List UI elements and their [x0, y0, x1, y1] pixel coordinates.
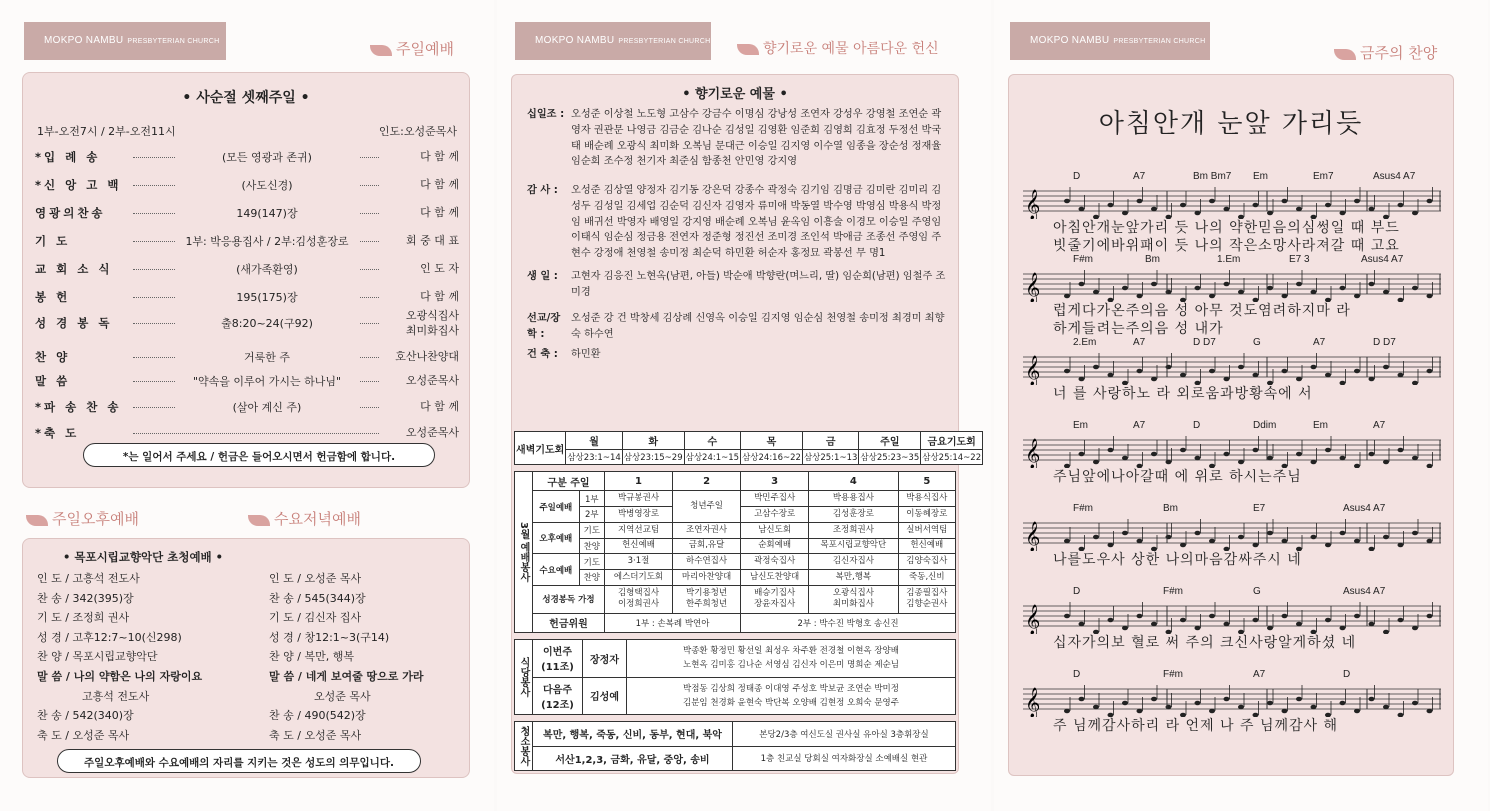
duty-cell: 1부	[579, 491, 604, 507]
order-label: 찬 양	[35, 350, 71, 364]
dawn-prayer-label: 새벽기도회	[515, 432, 566, 465]
meal-week: 다음주 (12조)	[533, 677, 583, 715]
clean-groups: 서산1,2,3, 금화, 유달, 중앙, 송비	[533, 746, 733, 771]
music-staff	[1023, 266, 1441, 302]
offering-names: 오성준 이상철 노도형 고삼수 강금수 이명심 강낭성 조연자 강성우 강영철 조연순 곽영자 권관문 나영금 김금순 김나순 김성일 김영환 임준희 김영희 김효정 두정선 박국태 배순례 오광식 최미화 오복님 문대근 이승일 김지영 이수열 임종을 장순성 정재율 임순희 조수정 천기자 최준심 함종천 안민영 강지영	[571, 109, 942, 168]
order-line: 오성준 목사	[314, 689, 371, 703]
lyric-line: 나를도우사 상한 나의마음감싸주시 네	[1053, 552, 1302, 568]
scripture-cell: 삼상25:14~22	[921, 450, 983, 465]
panel-praise	[994, 0, 1488, 811]
svg-text:𝄞: 𝄞	[1025, 356, 1041, 385]
lyric-line-2: 하게들려는주의음 성 내가	[1053, 321, 1224, 337]
chord-symbol: D	[1073, 171, 1081, 182]
order-row	[35, 205, 459, 227]
staff-line	[1023, 503, 1439, 583]
song-title: 아침안개 눈앞 가리듯	[1098, 109, 1364, 139]
dove-icon	[370, 45, 392, 56]
duty-cell: 순회예배	[741, 538, 809, 554]
order-detail: 195(175)장	[175, 289, 359, 305]
section-title: 금주의 찬양	[1334, 42, 1437, 63]
order-line: 성 경 / 창12:1~3(구14)	[269, 630, 390, 644]
order-label: 교 회 소 식	[35, 262, 113, 276]
order-label: 영광의찬송	[35, 206, 106, 220]
chord-symbol: A7	[1133, 337, 1146, 348]
duty-cell: 에스더기도회	[604, 570, 672, 586]
lyric-line: 주님앞에나아갈때 에 위로 하시는주님	[1053, 469, 1302, 485]
duty-cell: 성경봉독 가정	[533, 585, 605, 613]
duty-cell: 목포시립교향악단	[809, 538, 898, 554]
order-row	[35, 233, 459, 255]
chord-symbol: D	[1073, 586, 1081, 597]
order-row	[35, 399, 459, 421]
chord-symbol: 1.Em	[1217, 254, 1241, 265]
standing-notice: *는 일어서 주세요 / 헌금은 들어오시면서 헌금함에 합니다.	[83, 443, 435, 467]
svg-text:𝄞: 𝄞	[1025, 190, 1041, 219]
order-detail: (살아 계신 주)	[175, 399, 359, 415]
dove-icon	[1334, 49, 1356, 60]
service-title: • 사순절 셋째주일 •	[182, 90, 310, 106]
order-line: 말 씀 / 나의 약함은 나의 자랑이요	[37, 669, 203, 683]
duty-cell: 이동혜장로	[898, 507, 955, 523]
duty-cell: 실버서역팀	[898, 522, 955, 538]
chord-symbol: F#m	[1163, 669, 1183, 680]
order-performer: 오성준목사	[405, 426, 459, 439]
usher-cell: 2부 : 박수진 박형호 송신진	[741, 613, 956, 632]
meal-leader: 김성예	[583, 677, 627, 715]
order-label: 말 씀	[35, 374, 71, 388]
order-performer: 다 함 께	[420, 400, 459, 413]
chord-symbol: Em7	[1313, 171, 1334, 182]
duty-cell: 3·1절	[604, 554, 672, 570]
dove-icon	[248, 515, 270, 526]
offering-names: 하민환	[571, 349, 601, 360]
chord-symbol: A7	[1133, 420, 1146, 431]
section-title-wednesday: 수요저녁예배	[248, 508, 361, 529]
leader-dots	[133, 433, 379, 434]
svg-text:𝄞: 𝄞	[1025, 605, 1041, 634]
duty-cell: 김형택집사 이정희권사	[604, 585, 672, 613]
order-line: 성 경 / 고후12:7~10(신298)	[37, 630, 182, 644]
duty-cell: 오후예배	[533, 522, 580, 553]
staff-line	[1023, 669, 1439, 749]
offering-type: 십일조 :	[527, 109, 565, 120]
chord-symbol: Bm	[1145, 254, 1160, 265]
chord-symbol: G	[1253, 586, 1261, 597]
day-header: 금	[802, 432, 858, 450]
order-performer: 다 함 께	[420, 178, 459, 191]
duty-notice: 주일오후예배와 수요예배의 자리를 지키는 것은 성도의 의무입니다.	[57, 749, 421, 773]
duty-cell: 박병영장로	[604, 507, 672, 523]
duty-head: 3	[741, 472, 809, 491]
chord-symbol: E7	[1253, 503, 1266, 514]
staff-line	[1023, 171, 1439, 254]
lyric-line: 럽게다가온주의음 성 아무 것도염려하지마 라	[1053, 303, 1351, 319]
dove-icon	[26, 515, 48, 526]
order-line: 기 도 / 조정희 권사	[37, 611, 130, 625]
invitation-title: • 목포시립교향악단 초청예배 •	[63, 550, 224, 564]
staff-line	[1023, 420, 1439, 500]
dove-icon	[737, 44, 759, 55]
day-header: 목	[741, 432, 803, 450]
church-header: MOKPO NAMBU PRESBYTERIAN CHURCH	[24, 22, 226, 60]
duty-head: 4	[809, 472, 898, 491]
meal-leader: 장정자	[583, 640, 627, 678]
duty-cell: 박기용청년 한주희청년	[673, 585, 741, 613]
church-header: MOKPO NAMBU PRESBYTERIAN CHURCH	[1010, 22, 1210, 60]
chord-symbol: A7	[1373, 420, 1386, 431]
order-row	[35, 289, 459, 311]
afternoon-order	[37, 569, 202, 745]
order-line: 찬 송 / 542(340)장	[37, 709, 134, 723]
order-row	[35, 177, 459, 199]
chord-symbol: Ddim	[1253, 420, 1277, 431]
staff-line	[1023, 254, 1439, 337]
duty-cell: 복만,행복	[809, 570, 898, 586]
chord-symbol: Em	[1313, 420, 1328, 431]
order-label: 성 경 봉 독	[35, 316, 113, 330]
afternoon-service-box	[22, 538, 470, 778]
order-line: 찬 양 / 복만, 행복	[269, 650, 354, 664]
offering-names: 고현자 김응진 노현옥(남편, 아들) 박순애 박향란(며느리, 딸) 임순희(남편) 임철주 조미경	[571, 271, 946, 298]
order-line: 찬 송 / 545(344)장	[269, 591, 366, 605]
chord-symbol: D D7	[1193, 337, 1216, 348]
order-performer: 다 함 께	[420, 150, 459, 163]
order-label: *축 도	[35, 426, 80, 440]
order-performer: 회 중 대 표	[406, 234, 459, 247]
chord-symbol: A7	[1313, 337, 1326, 348]
duty-cell: 남신도회	[741, 522, 809, 538]
panel-offerings	[497, 0, 991, 811]
order-label: *신 앙 고 백	[35, 178, 122, 192]
day-header: 수	[684, 432, 740, 450]
offerings-title: • 향기로운 예물 •	[682, 87, 788, 102]
order-performer: 다 함 께	[420, 290, 459, 303]
music-staff	[1023, 349, 1441, 385]
duty-cell: 오광식집사 최미화집사	[809, 585, 898, 613]
order-line: 인 도 / 고흥석 전도사	[37, 572, 140, 585]
duty-cell: 죽동,신비	[898, 570, 955, 586]
duty-cell: 조정희권사	[809, 522, 898, 538]
chord-symbol: E7 3	[1289, 254, 1310, 265]
meal-week: 이번주 (11조)	[533, 640, 583, 678]
day-header: 주일	[859, 432, 921, 450]
order-line: 찬 송 / 490(542)장	[269, 709, 366, 723]
duty-cell: 남신도찬양대	[741, 570, 809, 586]
offering-entry	[527, 269, 946, 301]
music-staff	[1023, 432, 1441, 468]
order-performer: 호산나찬양대	[395, 350, 459, 363]
order-line: 기 도 / 김신자 집사	[269, 611, 362, 625]
clean-areas: 1층 친교실 당회실 여자화장실 소예배실 현관	[733, 746, 956, 771]
order-line: 찬 양 / 목포시립교향악단	[37, 650, 158, 664]
order-detail: 거룩한 주	[175, 349, 359, 365]
order-line: 찬 송 / 342(395)장	[37, 591, 134, 605]
duty-cell: 하수연집사	[673, 554, 741, 570]
chord-symbol: Em	[1253, 171, 1268, 182]
chord-symbol: 2.Em	[1073, 337, 1097, 348]
duty-cell: 박민주집사	[741, 491, 809, 507]
lyric-line: 너 를 사랑하노 라 외로움과방황속에 서	[1053, 386, 1313, 402]
chord-symbol: Bm Bm7	[1193, 171, 1232, 182]
order-detail: (새가족환영)	[175, 261, 359, 277]
music-staff	[1023, 183, 1441, 219]
order-detail: 1부: 박응용집사 / 2부:김성훈장로	[175, 233, 359, 249]
duty-cell: 박용용집사	[809, 491, 898, 507]
order-line: 축 도 / 오성준 목사	[37, 728, 130, 742]
duty-cell: 박용식집사	[898, 491, 955, 507]
scripture-cell: 삼상24:16~22	[741, 450, 803, 465]
duty-head: 2	[673, 472, 741, 491]
duty-cell: 조연자권사	[673, 522, 741, 538]
chord-symbol: G	[1253, 337, 1261, 348]
clean-areas: 본당2/3층 여신도실 권사실 유아실 3층휘장실	[733, 722, 956, 747]
duty-cell: 지역선교팀	[604, 522, 672, 538]
chord-symbol: D D7	[1373, 337, 1396, 348]
duty-cell: 수요예배	[533, 554, 580, 585]
service-leader: 인도:오성준목사	[378, 125, 457, 138]
chord-symbol: D	[1073, 669, 1081, 680]
chord-symbol: Em	[1073, 420, 1088, 431]
section-title: 주일예배	[370, 38, 454, 59]
order-row	[35, 309, 459, 337]
order-row	[35, 261, 459, 283]
chord-symbol: F#m	[1163, 586, 1183, 597]
dawn-prayer-table	[514, 431, 983, 465]
order-label: 봉 헌	[35, 290, 71, 304]
chord-symbol: F#m	[1073, 503, 1093, 514]
order-performer: 인 도 자	[420, 262, 459, 275]
music-staff	[1023, 598, 1441, 634]
offering-names: 오성준 강 건 박창세 김상례 신영옥 이승일 김지영 임순심 천영철 송미정 최경미 최향숙 하수연	[571, 313, 945, 340]
order-detail: 149(147)장	[175, 205, 359, 221]
duty-cell: 주일예배	[533, 491, 580, 522]
chord-symbol: Bm	[1163, 503, 1178, 514]
duty-cell: 곽정숙집사	[741, 554, 809, 570]
cleaning-duty-table	[514, 721, 956, 771]
duty-cell: 찬양	[579, 538, 604, 554]
church-header: MOKPO NAMBU PRESBYTERIAN CHURCH	[515, 22, 711, 60]
scripture-cell: 삼상24:1~15	[684, 450, 740, 465]
chord-symbol: Asus4 A7	[1373, 171, 1416, 182]
svg-text:𝄞: 𝄞	[1025, 273, 1041, 302]
day-header: 금요기도회	[921, 432, 983, 450]
order-performer: 오광식집사 최미화집사	[405, 309, 459, 337]
meal-side-label: 식당봉사	[515, 640, 533, 715]
clean-side-label: 청소봉사	[515, 722, 533, 771]
order-row	[35, 149, 459, 171]
duty-cell: 청년주일	[673, 491, 741, 522]
chord-symbol: Asus4 A7	[1343, 586, 1386, 597]
chord-symbol: A7	[1133, 171, 1146, 182]
day-header: 월	[566, 432, 622, 450]
lyric-line: 아침안개눈앞가리 듯 나의 약한믿음의심썽일 때 부드	[1053, 220, 1400, 236]
order-detail: "약속을 이루어 가시는 하나님"	[175, 373, 359, 389]
duty-cell: 김성훈장로	[809, 507, 898, 523]
order-detail: (사도신경)	[175, 177, 359, 193]
order-of-worship-box	[22, 72, 470, 488]
music-staff	[1023, 515, 1441, 551]
wednesday-order	[269, 569, 424, 745]
service-times: 1부-오전7시 / 2부-오전11시	[37, 125, 176, 138]
order-detail: (모든 영광과 존귀)	[175, 149, 359, 165]
duty-cell: 김종필집사 김향순권사	[898, 585, 955, 613]
order-performer: 다 함 께	[420, 206, 459, 219]
duty-cell: 헌신예배	[898, 538, 955, 554]
lyric-line: 십자가의보 혈로 써 주의 크신사랑알게하셨 네	[1053, 635, 1357, 651]
duty-cell: 금회,유달	[673, 538, 741, 554]
service-duty-table	[514, 471, 956, 633]
staff-line	[1023, 337, 1439, 417]
offering-entry	[527, 183, 946, 262]
offering-names: 오성준 김상열 양정자 김기동 강은덕 강종수 곽정숙 김기임 김명금 김미란 김미리 김성두 김성일 김세업 김순덕 김신자 김영자 류미애 박동열 박수영 박영심 박용식 박정임 배귀선 박영자 배영일 강지영 배순례 오복님 윤옥임 이흥술 이경모 이승일 주영임 이태식 임순심 정금용 전연자 정준형 정진선 조미경 조인석 박애금 조종선 주영임 주현수 강정애 천영철 송미정 최순덕 하민환 허순자 홍정묘 곽봉선 무 명1	[571, 185, 942, 260]
duty-cell: 배승기집사 장윤자집사	[741, 585, 809, 613]
chord-symbol: Asus4 A7	[1361, 254, 1404, 265]
duty-cell: 김양숙집사	[898, 554, 955, 570]
offering-type: 감 사 :	[527, 185, 558, 196]
duty-head: 구분 주일	[533, 472, 605, 491]
duty-cell: 기도	[579, 554, 604, 570]
lyric-line: 주 님께감사하리 라 언제 나 주 님께감사 해	[1053, 718, 1339, 734]
scripture-cell: 삼상25:1~13	[802, 450, 858, 465]
chord-symbol: D	[1343, 669, 1351, 680]
section-title: 향기로운 예물 아름다운 헌신	[737, 38, 939, 58]
order-line: 축 도 / 오성준 목사	[269, 728, 362, 742]
order-label: *입 례 송	[35, 150, 101, 164]
usher-cell: 1부 : 손복례 박연아	[604, 613, 740, 632]
order-row	[35, 373, 459, 395]
scripture-cell: 삼상25:23~35	[859, 450, 921, 465]
svg-text:𝄞: 𝄞	[1025, 522, 1041, 551]
music-staff	[1023, 681, 1441, 717]
scripture-cell: 삼상23:1~14	[566, 450, 622, 465]
chord-symbol: F#m	[1073, 254, 1093, 265]
offerings-box	[511, 74, 982, 774]
order-detail: 출8:20~24(구92)	[175, 315, 359, 331]
lyric-line-2: 빗줄기에바위패이 듯 나의 작은소망사라져갈 때 고요	[1053, 238, 1400, 254]
meal-names: 박점동 김상희 정태종 이대영 주성호 박보균 조연순 박미정 김분임 천경화 윤현숙 박단복 오양배 김현정 오희숙 문영주	[627, 677, 956, 715]
order-line: 말 씀 / 네게 보여줄 땅으로 가라	[269, 669, 424, 683]
usher-label: 헌금위원	[533, 613, 605, 632]
scripture-cell: 삼상23:15~29	[622, 450, 684, 465]
order-line: 고흥석 전도사	[82, 689, 150, 703]
duty-cell: 기도	[579, 522, 604, 538]
duty-cell: 고삼수장로	[741, 507, 809, 523]
chord-symbol: Asus4 A7	[1343, 503, 1386, 514]
offering-entry	[527, 347, 946, 363]
order-label: 기 도	[35, 234, 71, 248]
section-title-afternoon: 주일오후예배	[26, 508, 139, 529]
meal-names: 박종환 황정민 황선일 최성우 차주환 전경철 이현옥 장양배 노현옥 김미홍 김나순 서영심 김신자 이은미 명희순 제순님	[627, 640, 956, 678]
duty-cell: 김신자집사	[809, 554, 898, 570]
duty-cell: 헌신예배	[604, 538, 672, 554]
offering-entry	[527, 107, 946, 170]
duty-cell: 찬양	[579, 570, 604, 586]
duty-head: 1	[604, 472, 672, 491]
offering-type: 선교/장학 :	[527, 313, 561, 340]
order-line: 인 도 / 오성준 목사	[269, 572, 362, 585]
duty-head: 5	[898, 472, 955, 491]
chord-symbol: A7	[1253, 669, 1266, 680]
day-header: 화	[622, 432, 684, 450]
chord-symbol: D	[1193, 420, 1201, 431]
duty-cell: 2부	[579, 507, 604, 523]
sheet-music-box	[1008, 74, 1454, 776]
duty-cell: 박규봉권사	[604, 491, 672, 507]
svg-text:𝄞: 𝄞	[1025, 688, 1041, 717]
staff-line	[1023, 586, 1439, 666]
order-label: *파 송 찬 송	[35, 400, 122, 414]
offering-type: 건 축 :	[527, 349, 558, 360]
kitchen-duty-table	[514, 639, 956, 715]
clean-groups: 복만, 행복, 죽동, 신비, 동부, 현대, 북악	[533, 722, 733, 747]
duty-side-label: 3월 예배봉사	[515, 472, 533, 633]
order-performer: 오성준목사	[405, 374, 459, 387]
offering-type: 생 일 :	[527, 271, 558, 282]
order-row	[35, 349, 459, 371]
panel-sunday-service	[0, 0, 494, 811]
offering-entry	[527, 311, 946, 343]
svg-text:𝄞: 𝄞	[1025, 439, 1041, 468]
duty-cell: 마리아찬양대	[673, 570, 741, 586]
